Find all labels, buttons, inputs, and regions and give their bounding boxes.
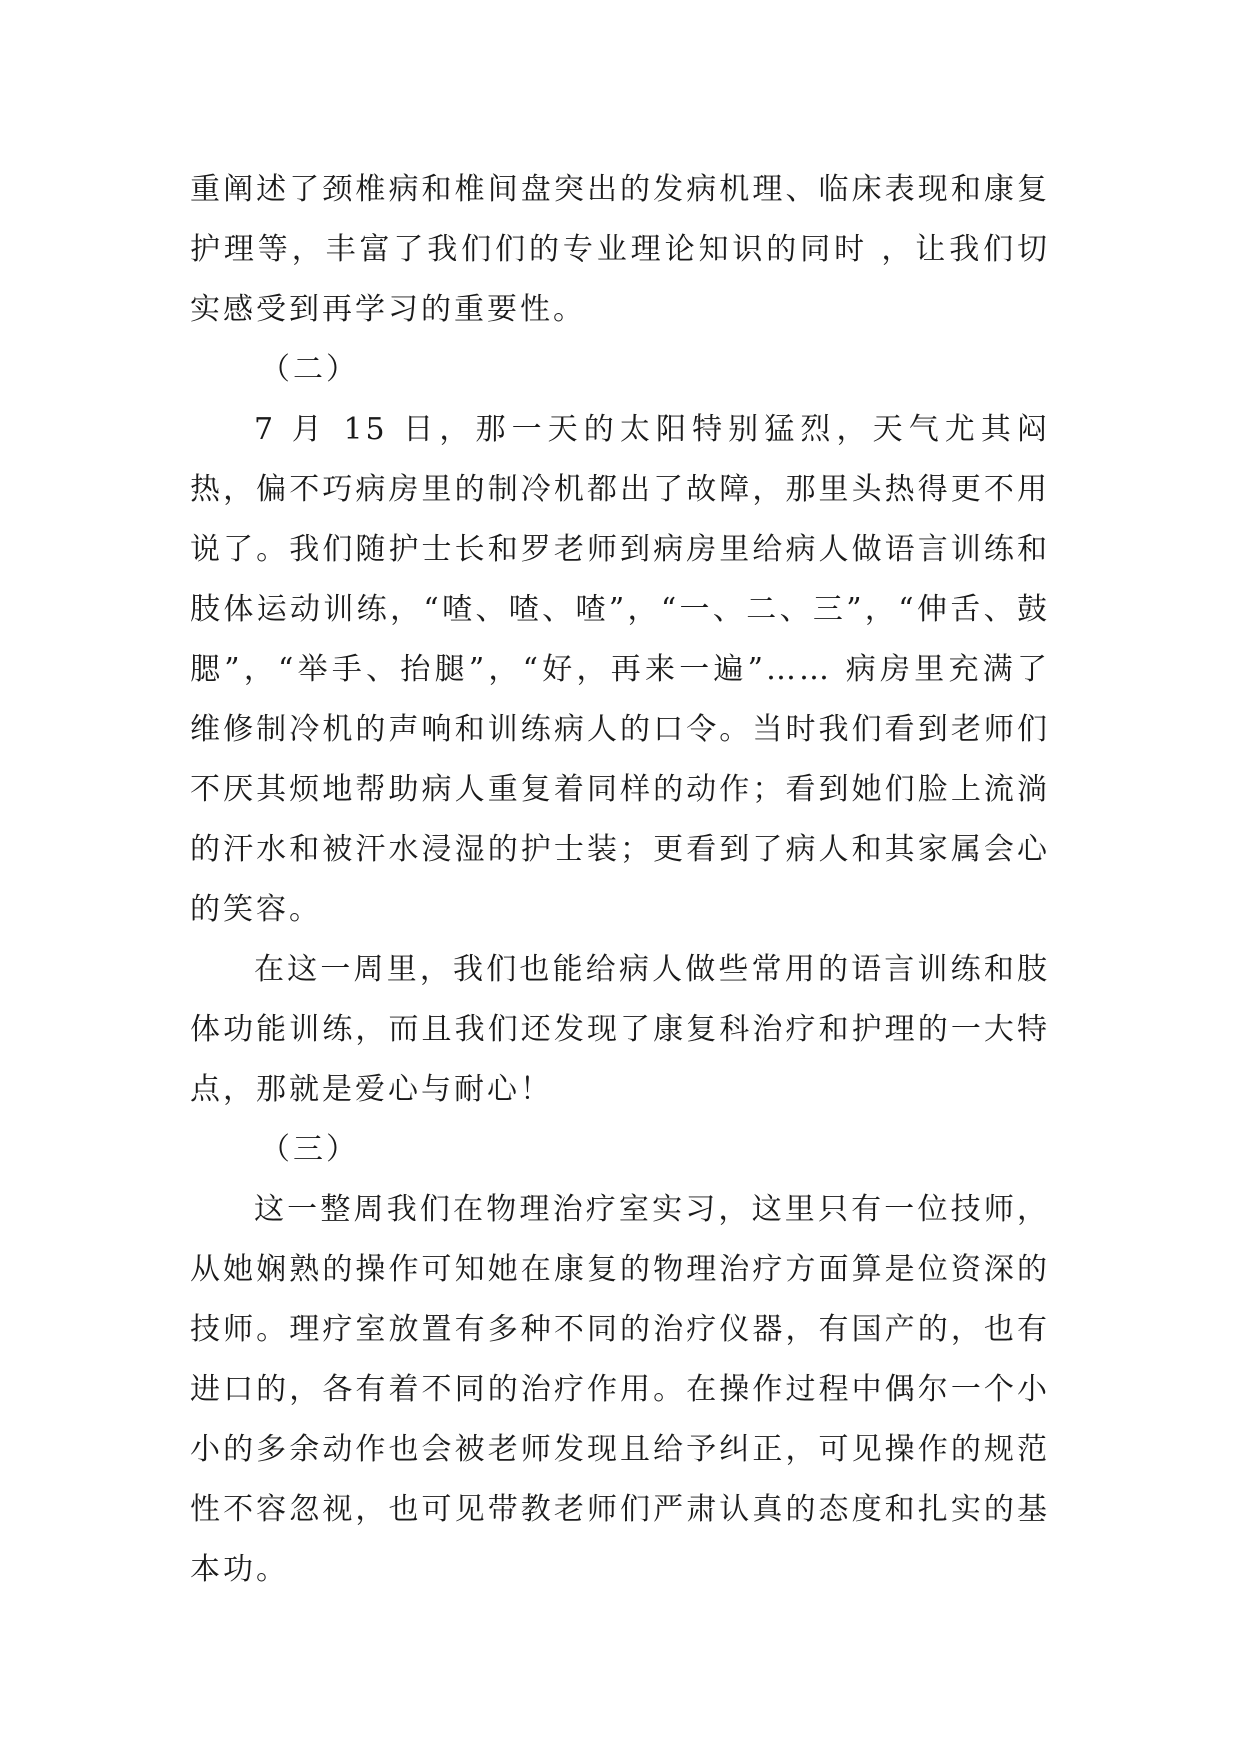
paragraph-physical-therapy: 这一整周我们在物理治疗室实习，这里只有一位技师，从她娴熟的操作可知她在康复的物理治疗方面算是位资深的技师。理疗室放置有多种不同的治疗仪器，有国产的，也有进口的，各有着不同的治疗作用。在操作过程中偶尔一个小小的多余动作也会被老师发现且给予纠正，可见操作的规范性不容忽视，也可见带教老师们严肃认真的态度和扎实的基本功。 [190, 1192, 1050, 1587]
document-body [190, 160, 1050, 1600]
paragraph-july-15: 7 月 15 日，那一天的太阳特别猛烈，天气尤其闷热，偏不巧病房里的制冷机都出了故障，那里头热得更不用说了。我们随护士长和罗老师到病房里给病人做语言训练和肢体运动训练，“喳、喳、喳”，“一、二、三”，“伸舌、鼓腮”，“举手、抬腿”，“好，再来一遍”…… 病房里充满了维修制冷机的声响和训练病人的口令。当时我们看到老师们不厌其烦地帮助病人重复着同样的动作；看到她们脸上流淌的汗水和被汗水浸湿的护士装；更看到了病人和其家属会心的笑容。 [190, 412, 1050, 927]
paragraph-continuation: 重阐述了颈椎病和椎间盘突出的发病机理、临床表现和康复护理等，丰富了我们们的专业理论知识的同时 ，让我们切实感受到再学习的重要性。 [190, 172, 1050, 327]
paragraph-this-week: 在这一周里，我们也能给病人做些常用的语言训练和肢体功能训练，而且我们还发现了康复科治疗和护理的一大特点，那就是爱心与耐心！ [190, 952, 1050, 1107]
section-heading-three: （三） [260, 1132, 359, 1167]
section-heading-two: （二） [260, 352, 359, 387]
